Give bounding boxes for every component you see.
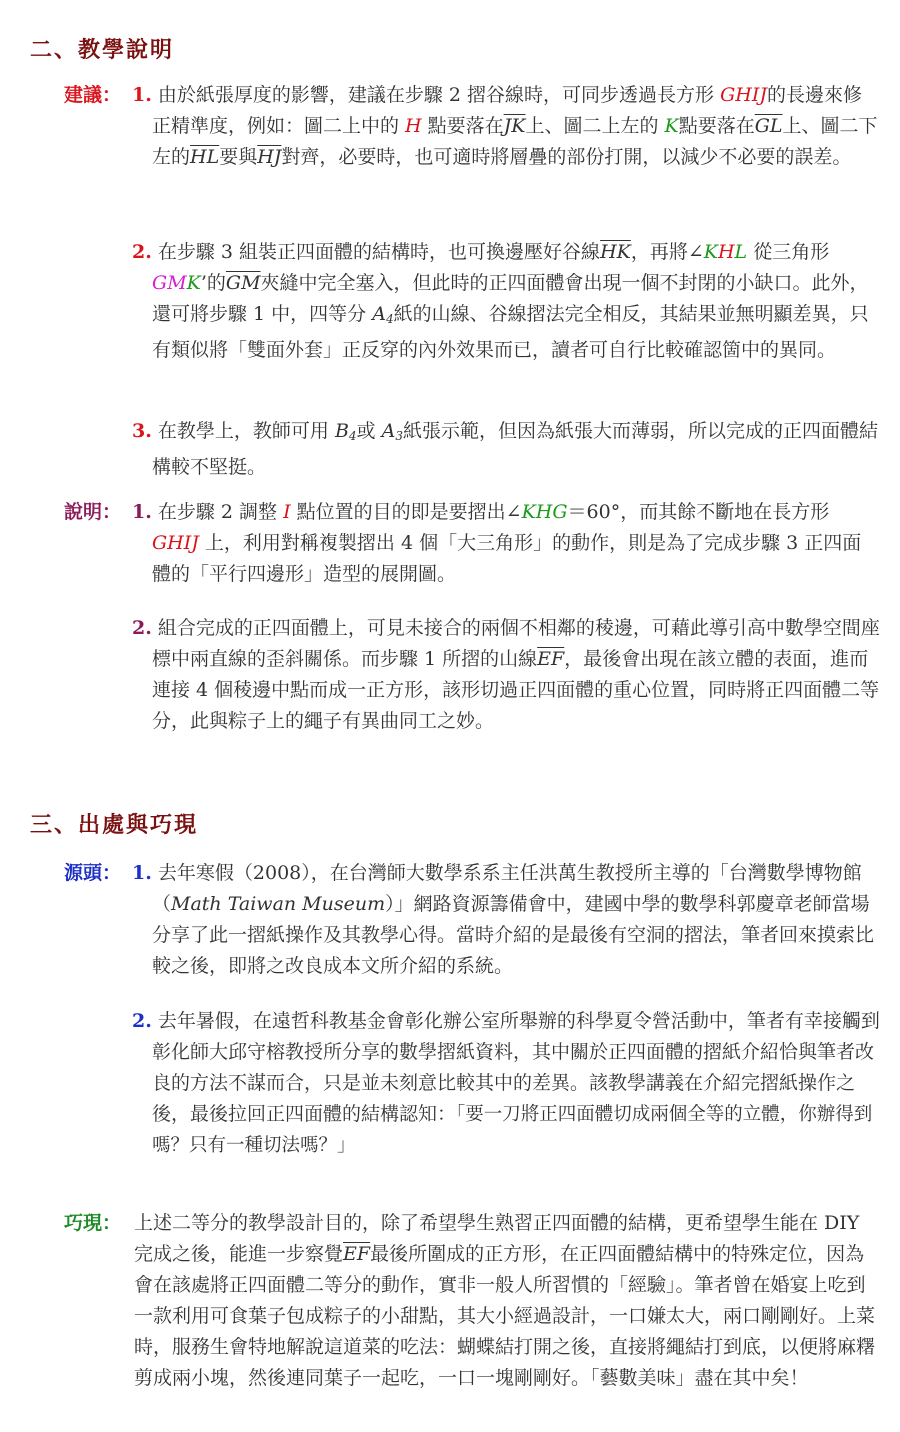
item-number: 2. [132, 241, 152, 263]
var: K [186, 272, 201, 294]
suggest-item-1 [132, 80, 880, 173]
var: L [734, 241, 748, 263]
suggest-item-2 [132, 237, 880, 366]
clever-label: 巧現： [64, 1212, 122, 1234]
text: 上、圖二下左的 [152, 115, 878, 168]
item-number: 1. [132, 84, 152, 106]
text: 在步驟 2 調整 [157, 501, 284, 523]
var: G [152, 272, 168, 294]
explain-item-2 [132, 613, 880, 737]
var: H [405, 115, 422, 137]
text: 的長邊來修正精準度，例如：圖二上中的 [152, 84, 862, 137]
suggest-item-3 [132, 416, 880, 483]
segment: $\overline{HJ}$ [257, 146, 282, 168]
var: KHG [521, 501, 568, 523]
text: 去年寒假（2008），在台灣師大數學系系主任洪萬生教授所主導的「台灣數學博物館（ [152, 862, 862, 915]
segment: $\overline{HL}$ [190, 146, 220, 168]
item-number: 2. [132, 617, 152, 639]
text: 點要落在 [678, 115, 755, 137]
text: 紙的山線、谷線摺法完全相反，其結果並無明顯差異，只有類似將「雙面外套」正反穿的內外效果而已，讀者可自行比較確認箇中的異同。 [152, 303, 869, 361]
text: 紙張示範，但因為紙張大而薄弱，所以完成的正四面體結構較不堅挺。 [152, 420, 878, 478]
var: I [283, 501, 291, 523]
text: 對齊，必要時，也可適時將層疊的部份打開，以減少不必要的誤差。 [281, 146, 852, 168]
item-number: 1. [132, 501, 152, 523]
section-3-title: 三、出處與巧現 [30, 812, 199, 838]
subscript: 3 [395, 429, 403, 443]
var: K [703, 241, 718, 263]
segment: $\overline{EF}$ [343, 1243, 371, 1265]
explain-label: 說明： [64, 501, 122, 523]
segment: $\overline{HK}$ [600, 241, 631, 263]
text: ，最後會出現在該立體的表面，進而連接 4 個稜邊中點而成一正方形，該形切過正四面體的重心位置，同時將正四面體二等分，此與粽子上的繩子有異曲同工之妙。 [152, 648, 880, 732]
var: K [664, 115, 679, 137]
text: 上，利用對稱複製摺出 4 個「大三角形」的動作，則是為了完成步驟 3 正四面體的「平行四邊形」造型的展開圖。 [152, 532, 862, 585]
segment: $\overline{GL}$ [754, 115, 783, 137]
suggest-label: 建議： [64, 84, 122, 106]
var: GHIJ [720, 84, 767, 106]
text: ）」網路資源籌備會中，建國中學的數學科郭慶章老師當場分享了此一摺紙操作及其教學心得。當時介紹的是最後有空洞的摺法，筆者回來摸索比較之後，即將之改良成本文所介紹的系統。 [152, 893, 875, 977]
text: 點位置的目的即是要摺出∠ [290, 501, 522, 523]
explain-item-1 [132, 497, 880, 590]
text: ’的 [200, 272, 226, 294]
text: ＝60°，而其餘不斷地在長方形 [567, 501, 830, 523]
text: 在步驟 3 組裝正四面體的結構時，也可換邊壓好谷線 [157, 241, 601, 263]
segment: $\overline{GM}$ [225, 272, 261, 294]
text: 要與 [219, 146, 258, 168]
text: 組合完成的正四面體上，可見未接合的兩個不相鄰的稜邊，可藉此導引高中數學空間座標中兩直線的歪斜關係。而步驟 1 所摺的山線 [152, 617, 880, 670]
text: 在教學上，教師可用 [157, 420, 335, 442]
item-number: 2. [132, 1010, 152, 1032]
var: M [167, 272, 187, 294]
segment: $\overline{EF}$ [537, 648, 565, 670]
text: 點要落在 [421, 115, 504, 137]
text: 去年暑假，在遠哲科教基金會彰化辦公室所舉辦的科學夏令營活動中，筆者有幸接觸到彰化師大邱守榕教授所分享的數學摺紙資料，其中關於正四面體的摺紙介紹恰與筆者改良的方法不謀而合，只是並未刻意比較其中的差異。該教學講義在介紹完摺紙操作之後，最後拉回正四面體的結構認知： [152, 1010, 880, 1125]
var: A [381, 420, 396, 442]
var: H [717, 241, 735, 263]
segment: $\overline{JK}$ [503, 115, 526, 137]
var: GHIJ [152, 532, 199, 554]
museum-name: Math Taiwan Museum [171, 893, 386, 915]
text: 上、圖二上左的 [525, 115, 665, 137]
clever-paragraph [134, 1208, 880, 1394]
text: 上述二等分的教學設計目的，除了希望學生熟習正四面體的結構，更希望學生能在 DIY 完成之後，能進一步察覺 [134, 1212, 860, 1265]
text: 或 [356, 420, 382, 442]
text: 從三角形 [747, 241, 830, 263]
text: 夾縫中完全塞入，但此時的正四面體會出現一個不封閉的小缺口。此外，還可將步驟 1 中，四等分 [152, 272, 869, 325]
section-2-title: 二、教學說明 [30, 37, 175, 63]
subscript: 4 [348, 429, 357, 443]
item-number: 1. [132, 862, 152, 884]
text: 由於紙張厚度的影響，建議在步驟 2 摺谷線時，可同步透過長方形 [157, 84, 721, 106]
quote: 「要一刀將正四面體切成兩個全等的立體，你辦得到嗎？只有一種切法嗎？」 [152, 1104, 873, 1156]
source-item-1 [132, 858, 880, 982]
text: 最後所圍成的正方形，在正四面體結構中的特殊定位，因為會在該處將正四面體二等分的動作，實非一般人所習慣的「經驗」。筆者曾在婚宴上吃到一款利用可食葉子包成粽子的小甜點，其大小經過設計，一口嫌太大，兩口剛剛好。上菜時，服務生會特地解說這道菜的吃法：蝴蝶結打開之後，直接將繩結打到底，以便將麻糬剪成兩小塊，然後連同葉子一起吃，一口一塊剛剛好。「藝數美味」盡在其中矣！ [134, 1243, 876, 1389]
subscript: 4 [385, 312, 394, 326]
source-item-2 [132, 1006, 880, 1161]
var: B [334, 420, 349, 442]
text: ，再將∠ [630, 241, 704, 263]
source-label: 源頭： [64, 862, 122, 884]
var: A [372, 303, 386, 325]
item-number: 3. [132, 420, 152, 442]
